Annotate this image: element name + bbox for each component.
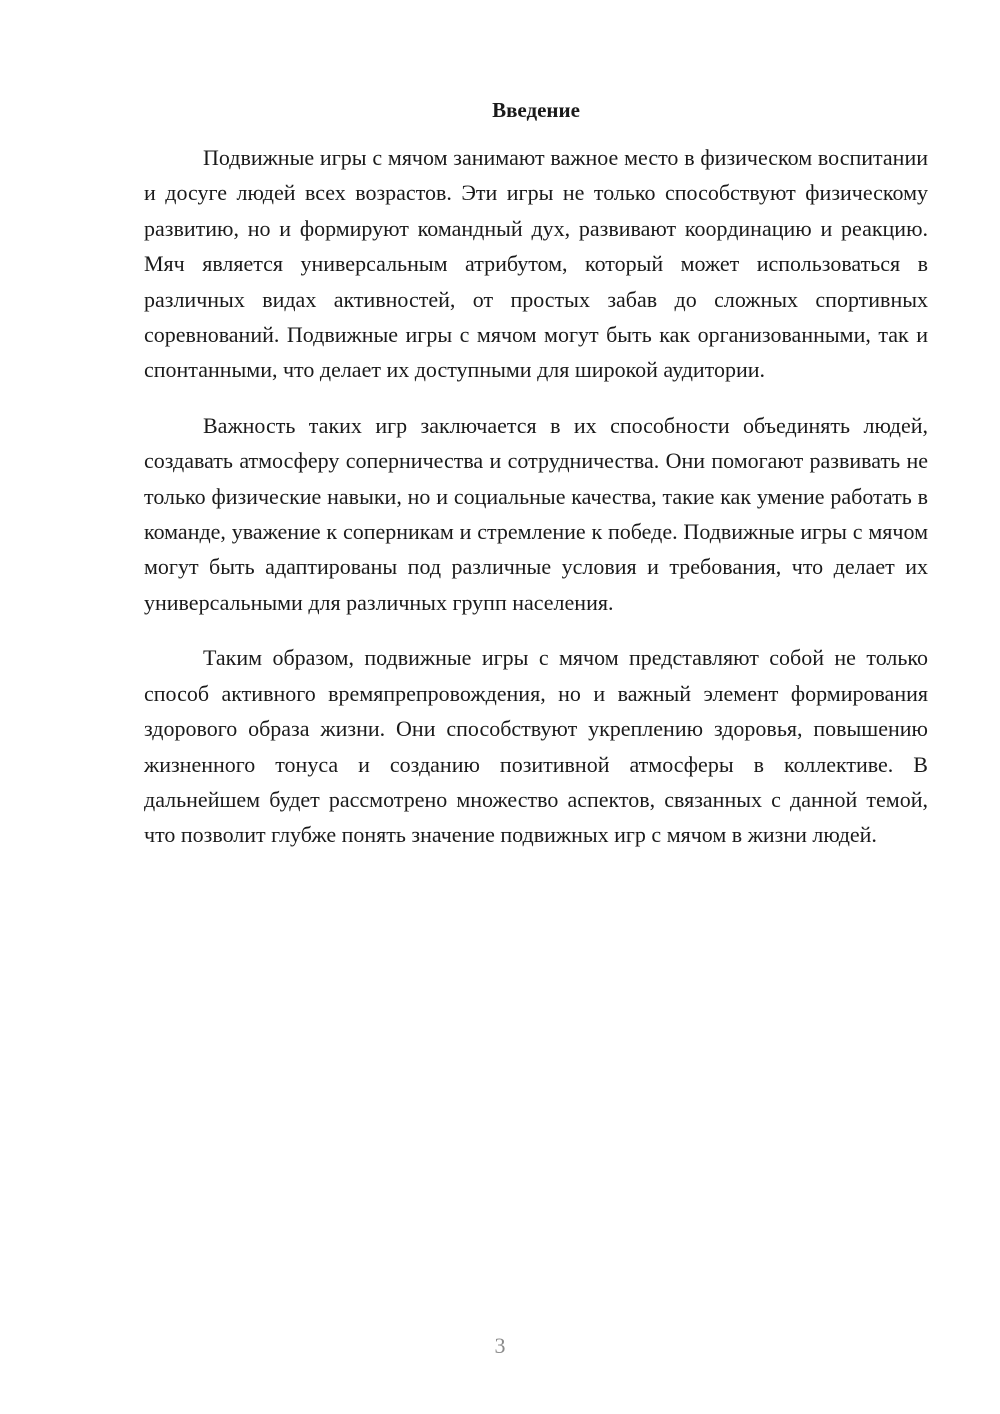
paragraph-3: Таким образом, подвижные игры с мячом представляют собой не только способ активного времяпрепровождения, но и важный элемент формирования здорового образа жизни. Они способствуют укреплению здоровья, повышению жизненного тонуса и созданию позитивной атмосферы в коллективе. В дальнейшем будет рассмотрено множество аспектов, связанных с данной темой, что позволит глубже понять значение подвижных игр с мячом в жизни людей. [144, 645, 928, 848]
paragraph-2: Важность таких игр заключается в их способности объединять людей, создавать атмосферу соперничества и сотрудничества. Они помогают развивать не только физические навыки, но и социальные качества, такие как умение работать в команде, уважение к соперникам и стремление к победе. Подвижные игры с мячом могут быть адаптированы под различные условия и требования, что делает их универсальными для различных групп населения. [144, 412, 928, 615]
section-title: Введение [492, 98, 580, 122]
page-number: 3 [494, 1333, 506, 1358]
paragraph-1: Подвижные игры с мячом занимают важное место в физическом воспитании и досуге людей всех возрастов. Эти игры не только способствуют физическому развитию, но и формируют командный дух, развивают координацию и реакцию. Мяч является универсальным атрибутом, который может использоваться в различных видах активностей, от простых забав до сложных спортивных соревнований. Подвижные игры с мячом могут быть как организованными, так и спонтанными, что делает их доступными для широкой аудитории. [144, 145, 928, 383]
page-content [144, 92, 928, 873]
